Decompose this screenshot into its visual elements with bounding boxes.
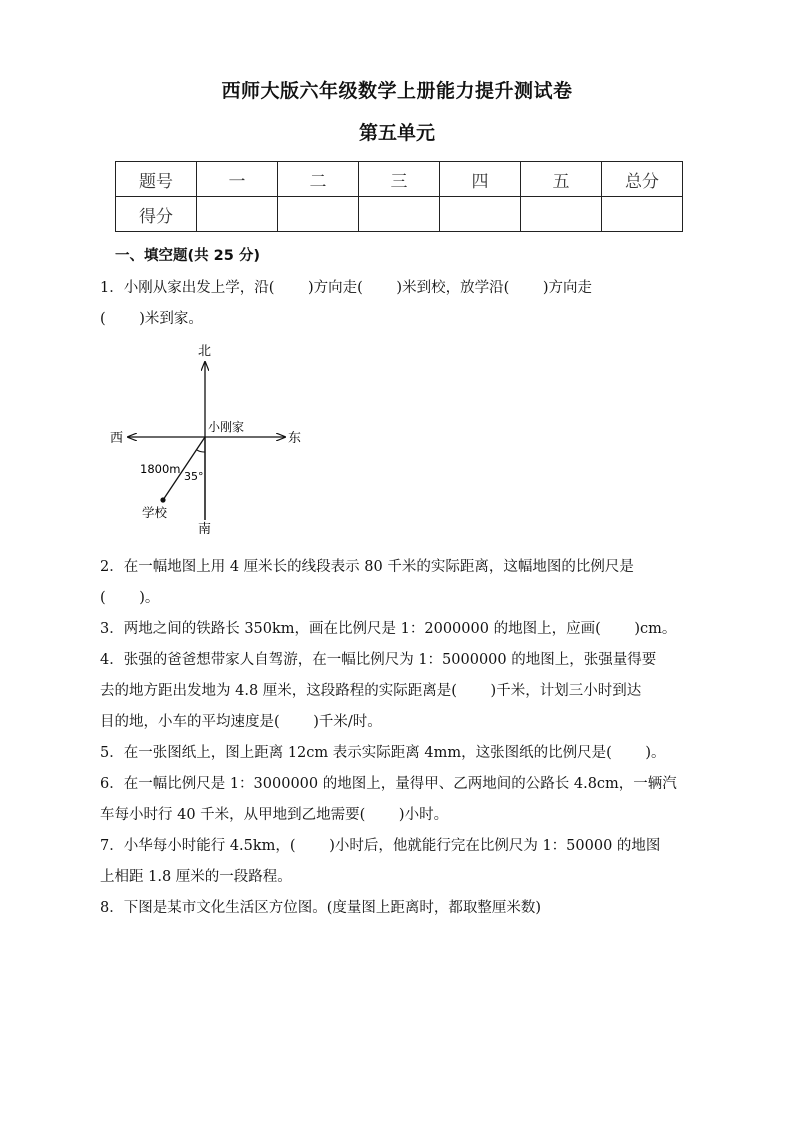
distance-label: 1800m	[140, 462, 181, 476]
question-6-line-1: 6．在一幅比例尺是 1：3000000 的地图上，量得甲、乙两地间的公路长 4.8cm，一辆汽	[100, 776, 677, 792]
score-table-score-row	[116, 197, 683, 232]
question-4-line-3: 目的地，小车的平均速度是( )千米/时。	[100, 714, 382, 730]
south-label: 南	[198, 522, 212, 537]
question-1-line-2: ( )米到家。	[100, 311, 203, 327]
question-7-line-2: 上相距 1.8 厘米的一段路程。	[100, 869, 292, 885]
unit-subtitle: 第五单元	[358, 122, 435, 144]
score-input-1[interactable]	[197, 197, 278, 232]
score-cell-3: 三	[359, 162, 440, 197]
question-2-line-1: 2．在一幅地图上用 4 厘米长的线段表示 80 千米的实际距离，这幅地图的比例尺是	[100, 559, 634, 575]
score-input-3[interactable]	[359, 197, 440, 232]
question-4-line-2: 去的地方距出发地为 4.8 厘米，这段路程的实际距离是( )千米，计划三小时到达	[100, 683, 642, 699]
score-cell-2: 二	[278, 162, 359, 197]
question-1-line-1: 1．小刚从家出发上学，沿( )方向走( )米到校，放学沿( )方向走	[100, 280, 592, 296]
page-title: 西师大版六年级数学上册能力提升测试卷	[221, 80, 573, 102]
question-6-line-2: 车每小时行 40 千米，从甲地到乙地需要( )小时。	[100, 807, 449, 823]
score-input-2[interactable]	[278, 197, 359, 232]
compass-diagram	[100, 340, 320, 540]
question-4-line-1: 4．张强的爸爸想带家人自驾游，在一幅比例尺为 1：5000000 的地图上，张强量得要	[100, 652, 657, 668]
score-input-5[interactable]	[521, 197, 602, 232]
score-input-total[interactable]	[602, 197, 683, 232]
question-5-line-1: 5．在一张图纸上，图上距离 12cm 表示实际距离 4mm，这张图纸的比例尺是( )。	[100, 745, 666, 761]
school-point	[160, 497, 165, 502]
question-3-line-1: 3．两地之间的铁路长 350km，画在比例尺是 1：2000000 的地图上，应画( )cm。	[100, 621, 677, 637]
score-input-4[interactable]	[440, 197, 521, 232]
score-table	[115, 161, 683, 232]
school-label: 学校	[142, 505, 168, 520]
score-cell-5: 五	[521, 162, 602, 197]
home-label: 小刚家	[208, 420, 245, 434]
score-cell-1: 一	[197, 162, 278, 197]
question-2-line-2: ( )。	[100, 590, 160, 606]
question-8-line-1: 8．下图是某市文化生活区方位图。(度量图上距离时，都取整厘米数)	[100, 900, 542, 916]
west-label: 西	[110, 431, 124, 446]
angle-arc	[197, 450, 206, 452]
east-label: 东	[288, 431, 302, 446]
score-table-header-row	[116, 162, 683, 197]
section-heading: 一、填空题(共 25 分)	[115, 248, 261, 264]
question-7-line-1: 7．小华每小时能行 4.5km，( )小时后，他就能行完在比例尺为 1：50000 的地图	[100, 838, 661, 854]
score-row-label: 得分	[116, 197, 197, 232]
angle-label: 35°	[184, 470, 204, 483]
north-label: 北	[198, 344, 212, 359]
score-cell-label: 题号	[116, 162, 197, 197]
score-cell-total: 总分	[602, 162, 683, 197]
score-cell-4: 四	[440, 162, 521, 197]
